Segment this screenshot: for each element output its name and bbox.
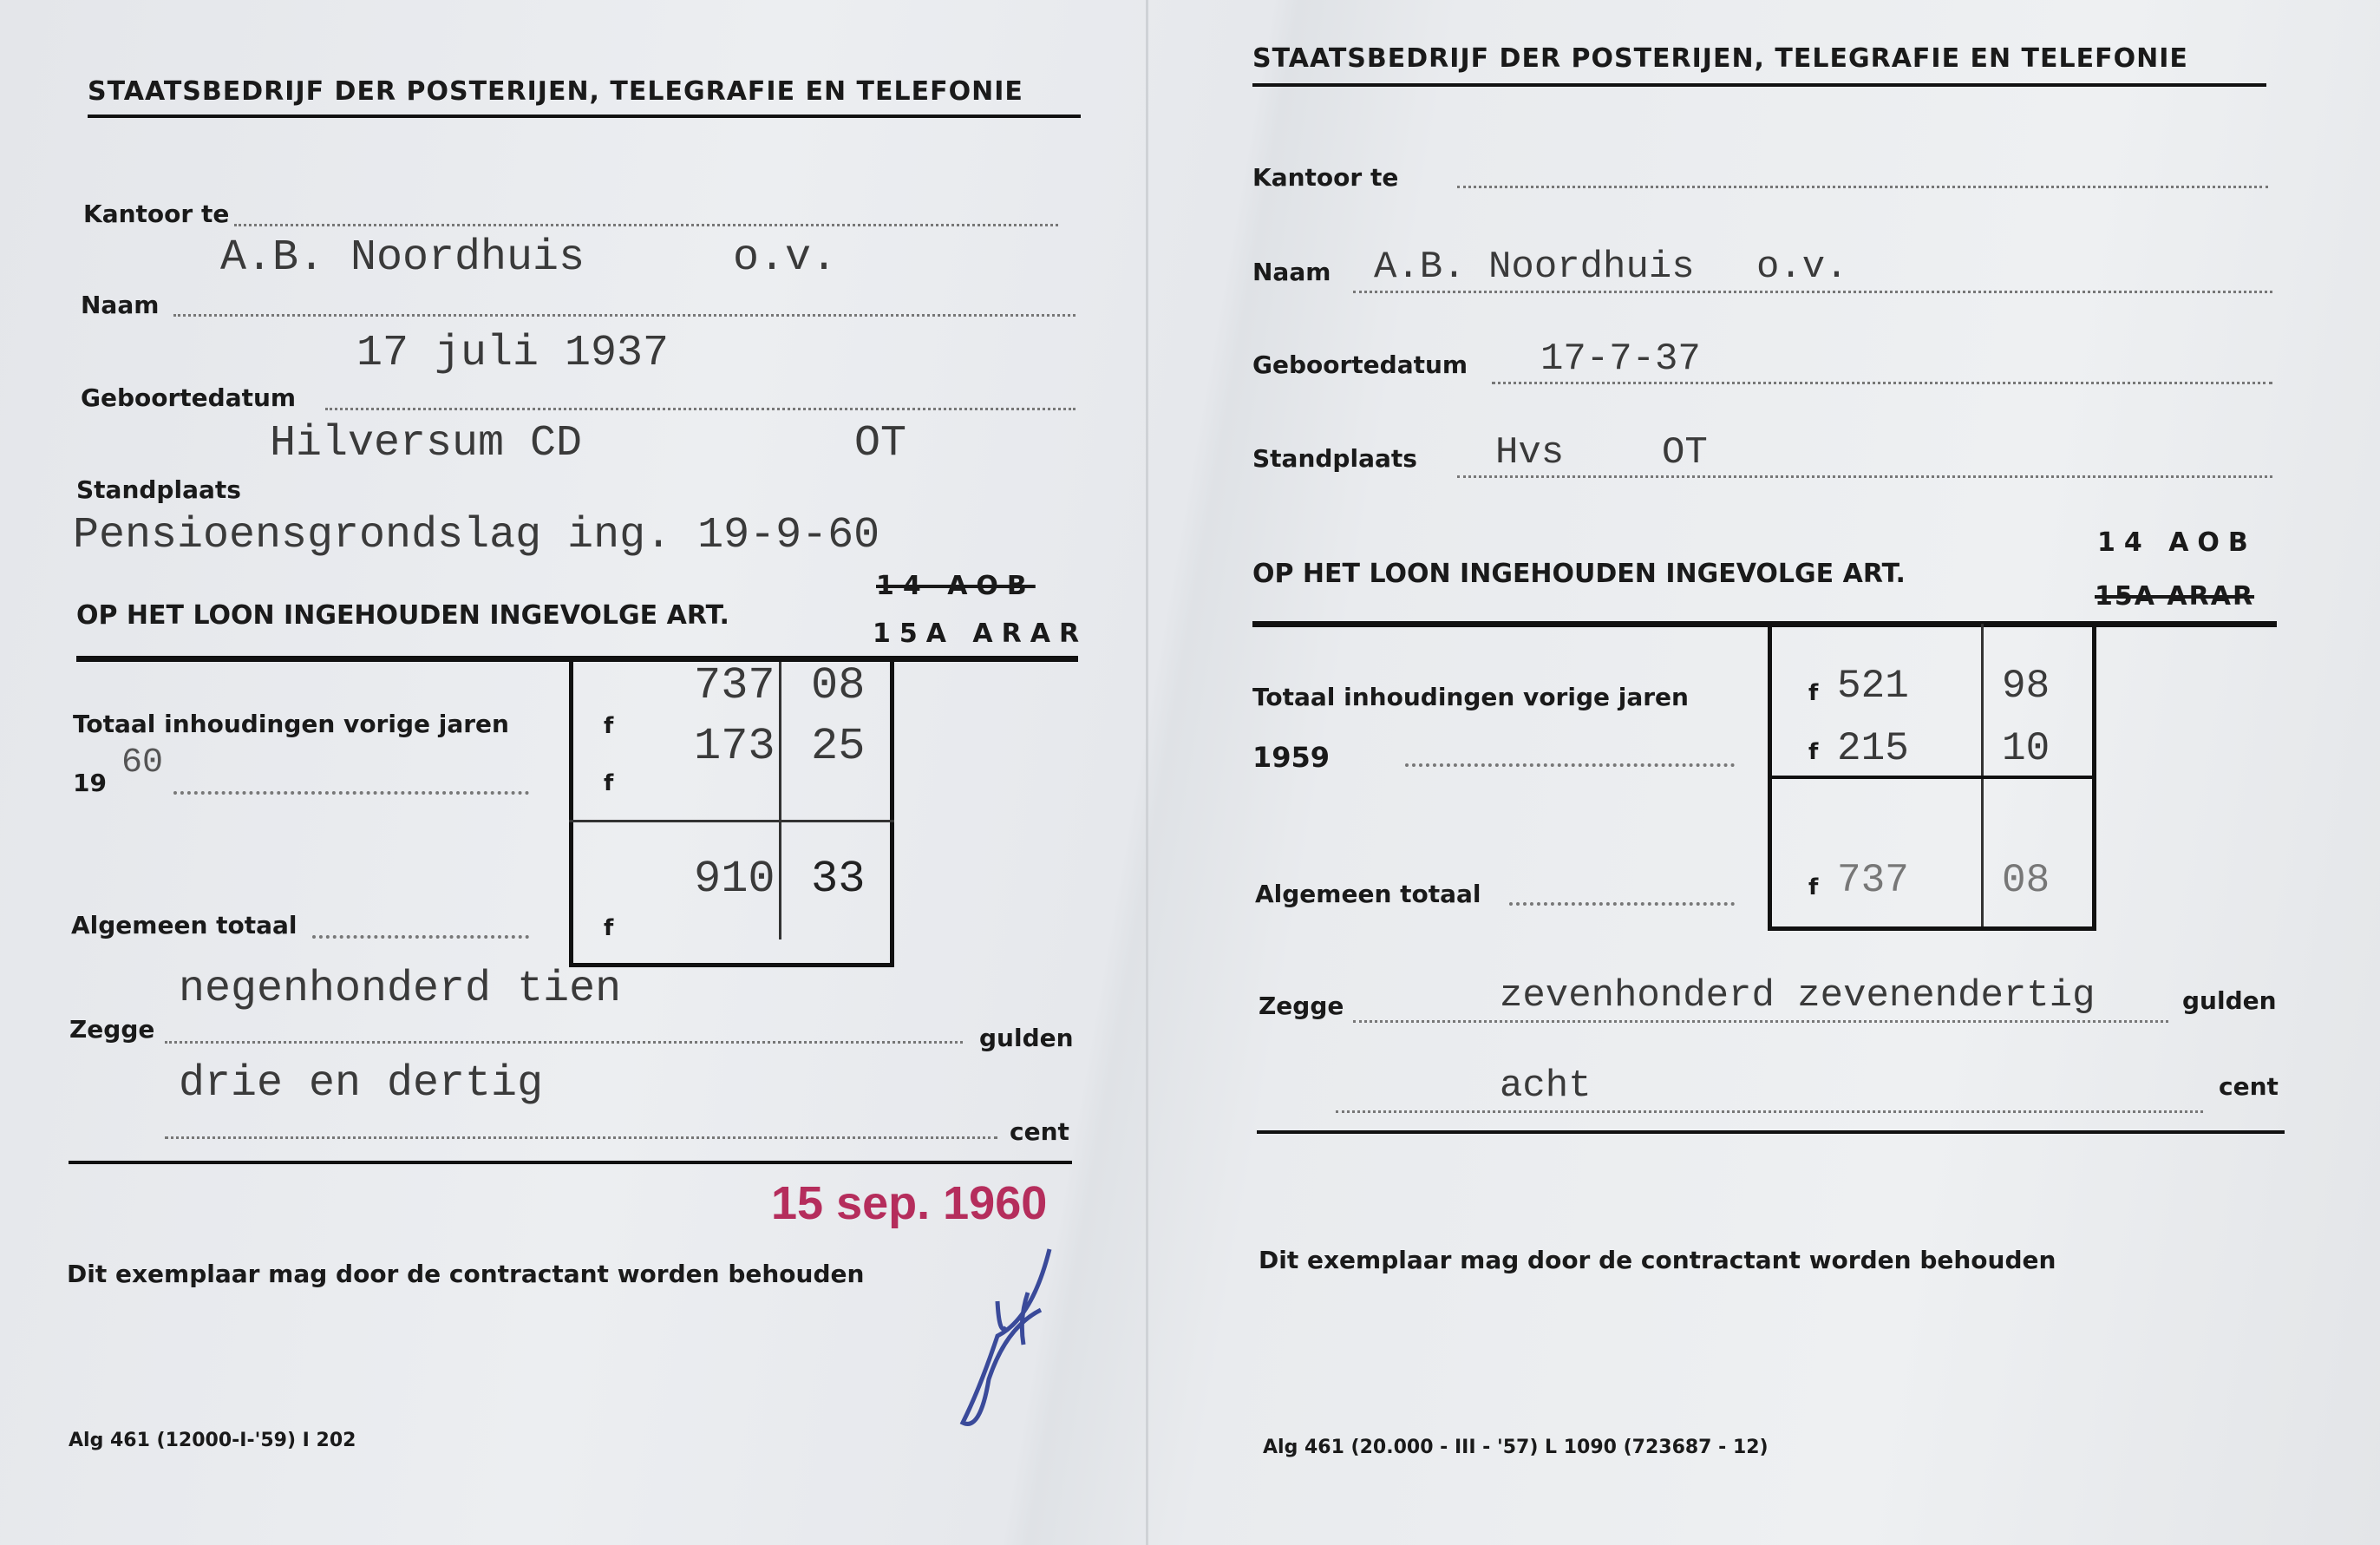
- year-line: [1405, 763, 1735, 767]
- naam-value: A.B. Noordhuis: [220, 233, 585, 283]
- standplaats-code: OT: [854, 419, 907, 468]
- footer-note: Dit exemplaar mag door de contractant worden behouden: [67, 1260, 865, 1288]
- year-line: [173, 791, 529, 795]
- totaal-label: Totaal inhoudingen vorige jaren: [1252, 683, 1689, 711]
- bottom-rule: [69, 1161, 1072, 1164]
- art-value: 15A ARAR: [873, 619, 1089, 649]
- row1-cents: 08: [811, 660, 866, 711]
- art-label: OP HET LOON INGEHOUDEN INGEVOLGE ART.: [1252, 559, 1906, 589]
- art-struck: 15A ARAR: [2095, 581, 2255, 612]
- naam-label: Naam: [81, 291, 160, 319]
- cent-line: [165, 1136, 997, 1139]
- currency-f: f: [604, 713, 614, 739]
- naam-value: A.B. Noordhuis: [1374, 245, 1695, 289]
- row1-cents: 98: [2002, 664, 2050, 709]
- form-header: STAATSBEDRIJF DER POSTERIJEN, TELEGRAFIE EN TELEFONIE: [88, 76, 1023, 107]
- algemeen-line: [312, 935, 529, 939]
- form-header: STAATSBEDRIJF DER POSTERIJEN, TELEGRAFIE EN TELEFONIE: [1252, 43, 2188, 74]
- thick-rule: [1252, 621, 2277, 627]
- currency-f: f: [1808, 680, 1819, 706]
- naam-suffix: o.v.: [1756, 245, 1848, 289]
- algemeen-label: Algemeen totaal: [1255, 880, 1481, 908]
- gulden-label: gulden: [979, 1024, 1074, 1052]
- year: 1959: [1252, 741, 1331, 774]
- date-stamp: 15 sep. 1960: [771, 1177, 1048, 1229]
- zegge-cent-value: drie en dertig: [179, 1059, 544, 1109]
- art-label: OP HET LOON INGEHOUDEN INGEVOLGE ART.: [76, 600, 729, 631]
- naam-label: Naam: [1252, 258, 1331, 286]
- pensioen-note: Pensioensgrondslag ing. 19-9-60: [73, 511, 880, 560]
- cent-label: cent: [1010, 1117, 1069, 1146]
- geboortedatum-label: Geboortedatum: [81, 383, 297, 412]
- footer-note: Dit exemplaar mag door de contractant worden behouden: [1259, 1246, 2056, 1274]
- total-cents: 33: [811, 854, 866, 905]
- art-struck: 14 AOB: [876, 571, 1036, 601]
- naam-suffix: o.v.: [733, 233, 838, 283]
- currency-f: f: [1808, 874, 1819, 900]
- bottom-rule: [1257, 1130, 2285, 1134]
- zegge-gulden-value: zevenhonderd zevenendertig: [1500, 974, 2096, 1018]
- naam-line: [1353, 291, 2272, 293]
- kantoor-line: [234, 224, 1058, 226]
- form-code: Alg 461 (12000-I-'59) I 202: [69, 1430, 356, 1451]
- paper-fold: [1146, 0, 1148, 1545]
- gulden-label: gulden: [2182, 986, 2277, 1015]
- standplaats-line: [1457, 475, 2272, 478]
- naam-line: [173, 314, 1076, 317]
- zegge-gulden-value: negenhonderd tien: [179, 965, 622, 1014]
- total-guilders: 737: [1837, 858, 1909, 903]
- row2-guilders: 215: [1837, 726, 1909, 771]
- currency-f: f: [604, 770, 614, 796]
- zegge-label: Zegge: [1259, 992, 1344, 1020]
- standplaats-label: Standplaats: [1252, 444, 1417, 473]
- currency-f: f: [604, 915, 614, 941]
- zegge-line: [165, 1041, 963, 1044]
- header-underline: [88, 115, 1081, 118]
- standplaats-label: Standplaats: [76, 475, 241, 504]
- signature-icon: [945, 1232, 1076, 1440]
- table-cents-divider: [779, 662, 781, 939]
- currency-f: f: [1808, 739, 1819, 765]
- total-cents: 08: [2002, 858, 2050, 903]
- thick-rule: [76, 656, 1078, 662]
- art-value: 14 AOB: [2097, 527, 2257, 558]
- kantoor-label: Kantoor te: [83, 200, 230, 228]
- table-bottom-border: [1768, 926, 2096, 931]
- table-right-border: [890, 662, 894, 966]
- algemeen-label: Algemeen totaal: [71, 911, 298, 939]
- standplaats-value: Hilversum CD: [270, 419, 583, 468]
- row1-guilders: 521: [1837, 664, 1909, 709]
- zegge-line: [1353, 1020, 2168, 1023]
- zegge-cent-value: acht: [1500, 1064, 1592, 1108]
- row1-guilders: 737: [694, 660, 775, 711]
- cent-label: cent: [2219, 1072, 2279, 1101]
- form-code: Alg 461 (20.000 - III - '57) L 1090 (723687 - 12): [1263, 1437, 1769, 1458]
- header-underline: [1252, 83, 2266, 87]
- totaal-label: Totaal inhoudingen vorige jaren: [73, 710, 509, 738]
- kantoor-line: [1457, 186, 2268, 188]
- row2-cents: 25: [811, 721, 866, 772]
- geboortedatum-line: [325, 408, 1076, 410]
- geboortedatum-value: 17 juli 1937: [356, 329, 670, 378]
- row2-cents: 10: [2002, 726, 2050, 771]
- standplaats-code: OT: [1662, 431, 1708, 475]
- table-subtotal-rule: [569, 820, 894, 822]
- table-left-border: [569, 662, 573, 966]
- table-subtotal-rule: [1768, 776, 2096, 779]
- zegge-label: Zegge: [69, 1015, 155, 1044]
- algemeen-line: [1509, 902, 1735, 906]
- standplaats-value: Hvs: [1495, 431, 1565, 475]
- geboortedatum-label: Geboortedatum: [1252, 350, 1468, 379]
- kantoor-label: Kantoor te: [1252, 163, 1399, 192]
- geboortedatum-line: [1492, 382, 2272, 384]
- total-guilders: 910: [694, 854, 775, 905]
- cent-line: [1336, 1110, 2203, 1113]
- year-prefix: 19: [73, 769, 107, 797]
- geboortedatum-value: 17-7-37: [1540, 337, 1701, 381]
- year-handwritten: 60: [121, 743, 164, 782]
- row2-guilders: 173: [694, 721, 775, 772]
